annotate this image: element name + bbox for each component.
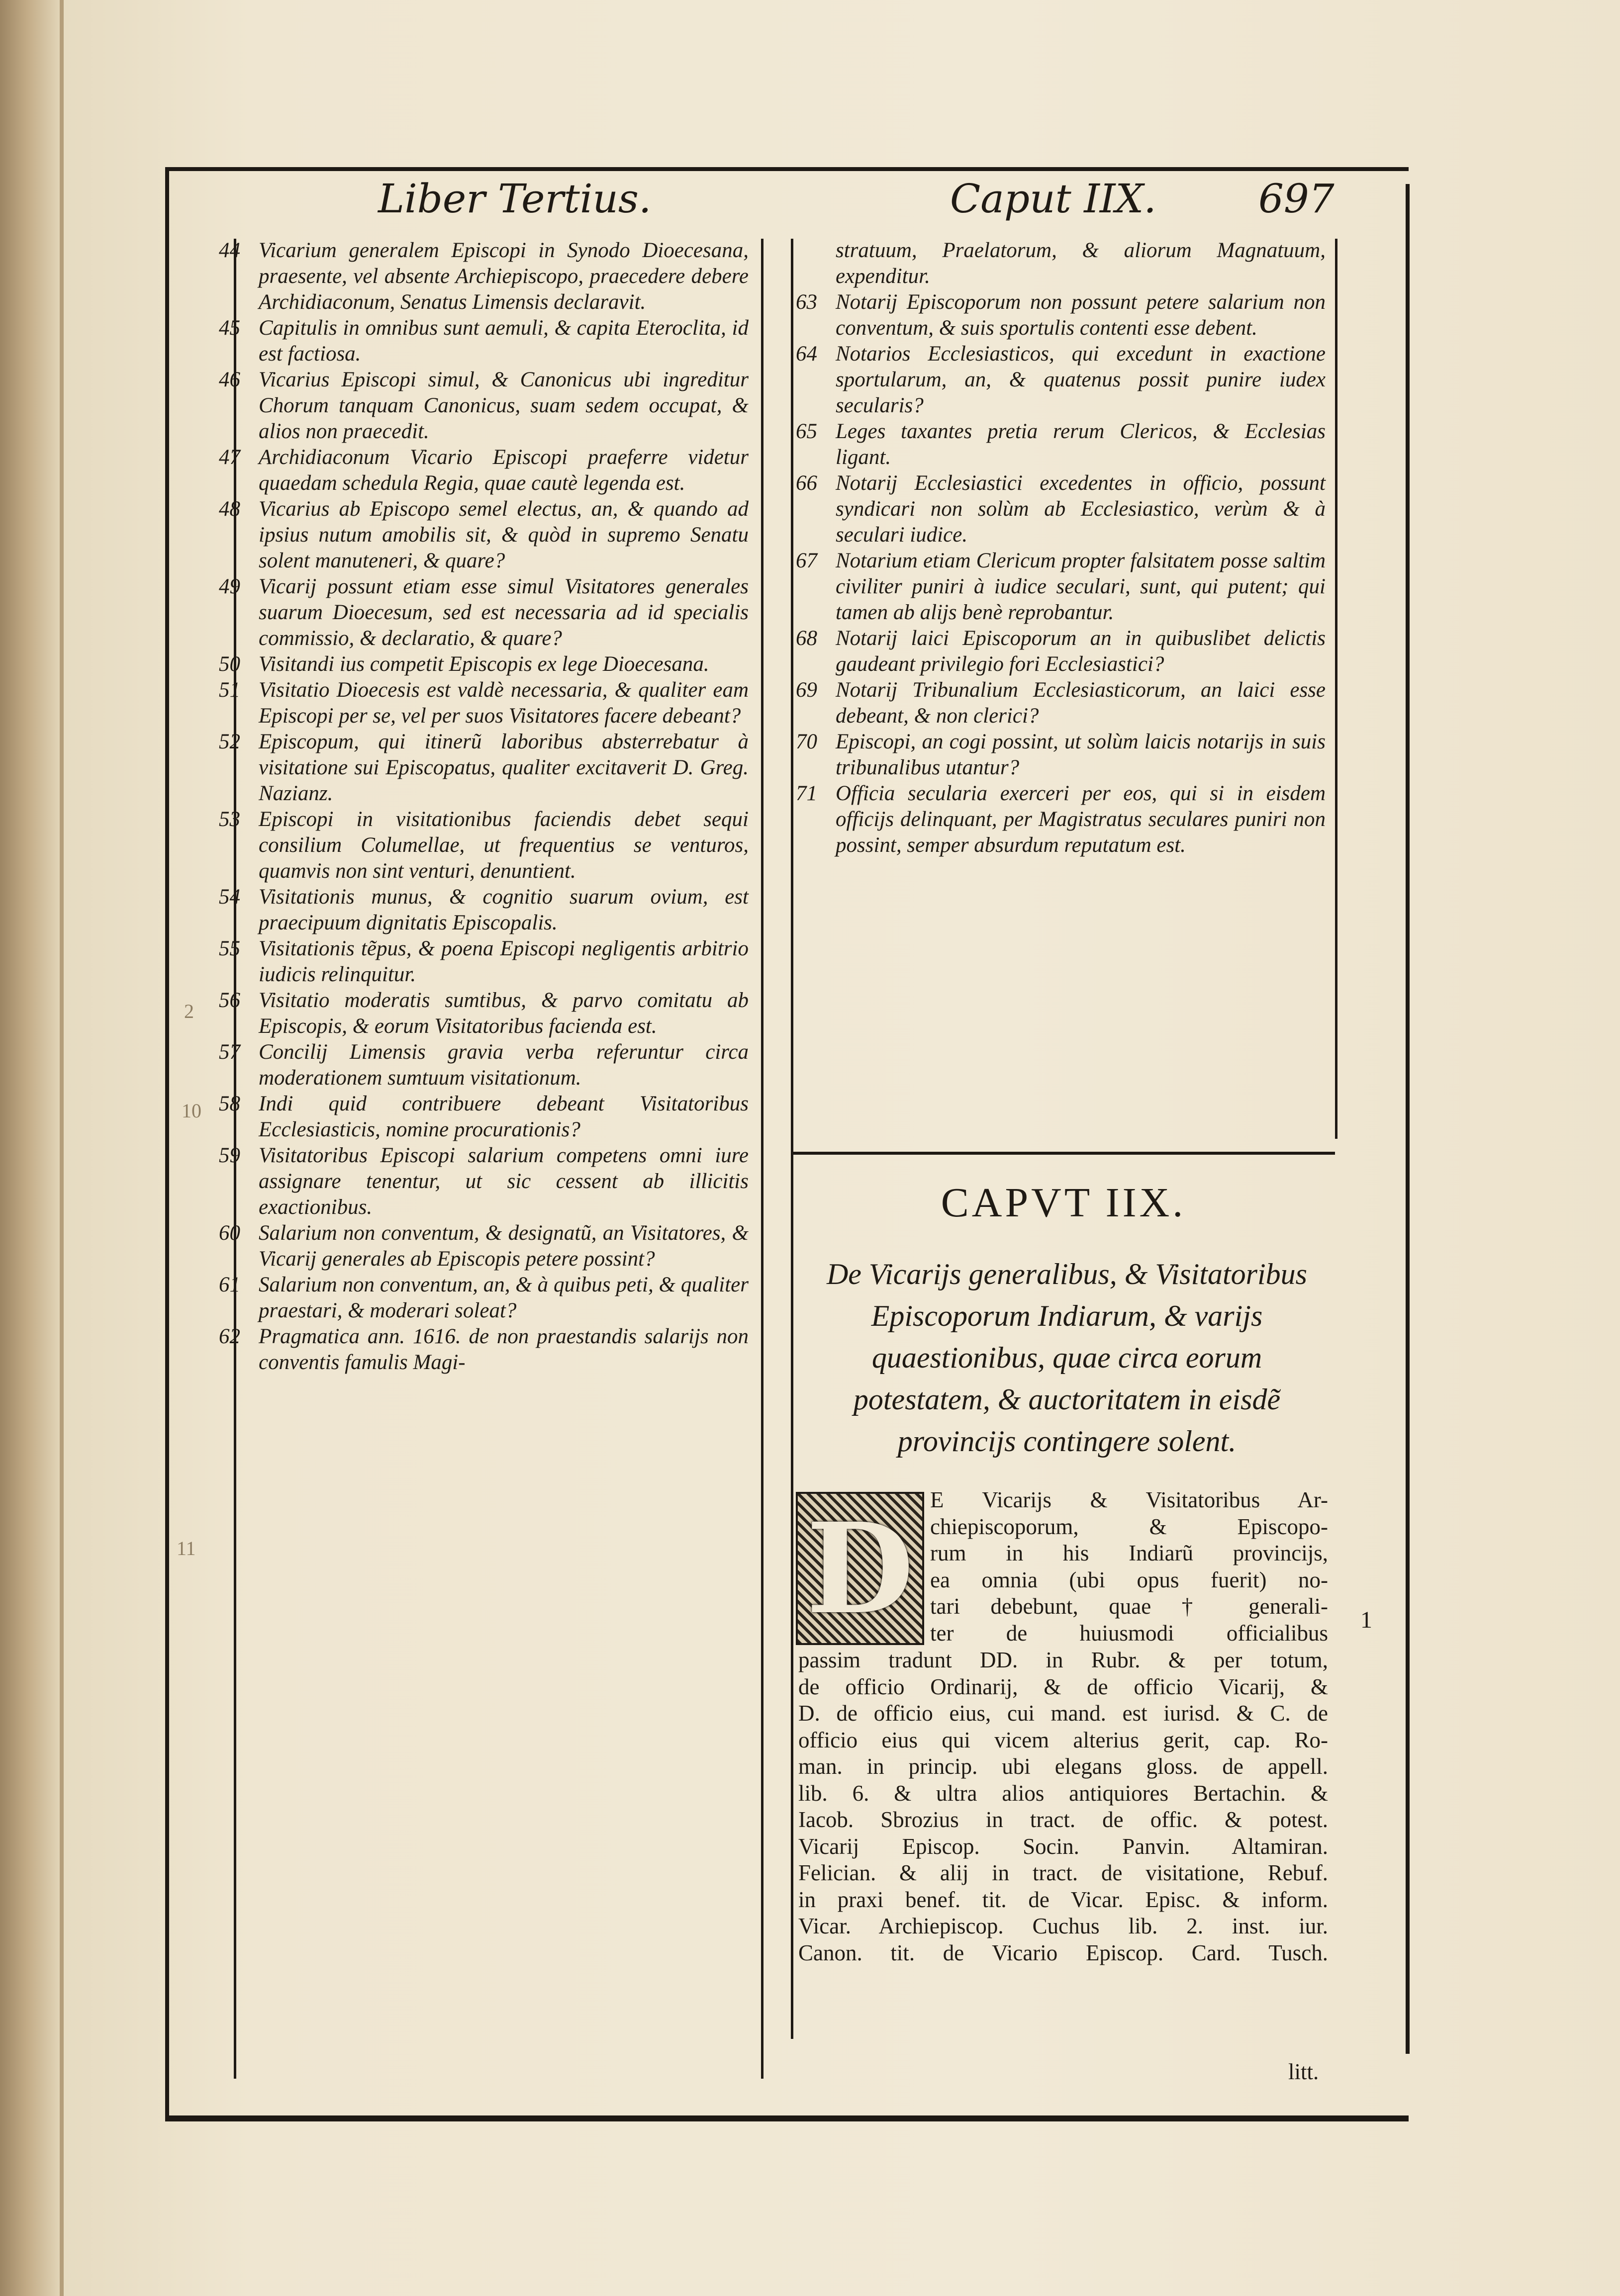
summary-entry-number: 65 [796,420,817,443]
summary-entry [219,574,749,651]
right-column-outer-rule [1335,239,1337,1139]
summary-entry-number: 70 [796,730,817,753]
summary-entry [219,729,749,807]
running-head-chapter: Caput IIX. [950,176,1156,222]
chapter-subtitle: De Vicarijs generalibus, & Visitatoribus Episcoporum Indiarum, & varijs quaestionibus, quae circa eorum potestatem, & auctoritatem in eisdẽ provincijs contingere solent. [826,1258,1308,1458]
summary-entry-number: 67 [796,549,817,572]
summary-entry-text: Capitulis in omnibus sunt aemuli, & capita Eteroclita, id est factiosa. [259,316,749,366]
body-line: de officio Ordinarij, & de officio Vicarij, & [798,1674,1328,1699]
left-summary-column [219,238,749,1376]
summary-entry-number: 53 [219,808,240,831]
summary-entry [796,341,1326,419]
body-line: ter de huiusmodi officialibus [930,1620,1328,1646]
decorated-initial [796,1492,924,1645]
summary-entry-number: 59 [219,1144,240,1167]
summary-entry-number: 69 [796,678,817,702]
summary-entry-text: Indi quid contribuere debeant Visitatoribus Ecclesiasticis, nomine procurationis? [259,1092,749,1141]
summary-entry-number: 71 [796,782,817,805]
summary-entry-number: 51 [219,678,240,702]
page-number: 697 [1258,176,1334,222]
decorated-initial-letter: D [806,1495,914,1642]
body-line: in praxi benef. tit. de Vicar. Episc. & inform. [798,1887,1328,1912]
body-line: Vicar. Archiepiscop. Cuchus lib. 2. inst. iur. [798,1914,1328,1938]
summary-entry-text: Concilij Limensis gravia verba referuntur circa moderationem sumtuum visitationum. [259,1040,749,1090]
chapter-separator-rule [792,1152,1335,1155]
left-column-outer-rule [761,239,763,2079]
book-binding-edge [60,0,64,2296]
summary-entry-text: Episcopi in visitationibus faciendis debet sequi consilium Columellae, ut frequentius se venturos, quamvis non sint venturi, denuntient. [259,808,749,883]
summary-entry-text: Notarij Episcoporum non possunt petere salarium non conventum, & suis sportulis contenti esse debent. [836,290,1326,340]
summary-entry-text: Visitationis munus, & cognitio suarum ovium, est praecipuum dignitatis Episcopalis. [259,885,749,934]
summary-entry [219,367,749,445]
summary-entry [796,781,1326,858]
summary-entry-text: Notarij Tribunalium Ecclesiasticorum, an laici esse debeant, & non clerici? [836,678,1326,728]
summary-entry-number: 46 [219,368,240,391]
summary-entry-text: Notarios Ecclesiasticos, qui excedunt in exactione sportularum, an, & quatenus possit punire iudex secularis? [836,342,1326,417]
summary-entry-number: 57 [219,1040,240,1064]
summary-entry-number: 50 [219,652,240,676]
summary-entry [219,445,749,496]
summary-entry [796,548,1326,626]
body-line: E Vicarijs & Visitatoribus Ar- [930,1487,1328,1512]
summary-entry [796,419,1326,470]
summary-entry-number: 61 [219,1273,240,1296]
frame-right-rule [1406,184,1410,2054]
summary-entry-number: 66 [796,471,817,495]
summary-entry [219,884,749,936]
summary-entry-text: Vicarij possunt etiam esse simul Visitatores generales suarum Dioecesum, sed est necessaria ad id specialis commissio, & declaratio, & quare? [259,575,749,650]
body-line: lib. 6. & ultra alios antiquiores Bertachin. & [798,1780,1328,1806]
summary-entry [796,238,1326,289]
body-line: Felician. & alij in tract. de visitatione, Rebuf. [798,1860,1328,1885]
summary-entry-number: 68 [796,627,817,650]
summary-entry [796,729,1326,781]
faint-margin-number: 10 [182,1100,201,1122]
summary-entry-number: 56 [219,989,240,1012]
summary-entry-number: 52 [219,730,240,753]
summary-entry-text: Visitatio moderatis sumtibus, & parvo comitatu ab Episcopis, & eorum Visitatoribus facienda est. [259,989,749,1038]
body-line: passim tradunt DD. in Rubr. & per totum, [798,1648,1328,1672]
summary-entry-number: 48 [219,497,240,521]
summary-entry-text: Visitandi ius competit Episcopis ex lege Dioecesana. [259,652,709,676]
body-line: man. in princip. ubi elegans gloss. de appell. [798,1754,1328,1779]
summary-entry-text: Pragmatica ann. 1616. de non praestandis salarijs non conventis famulis Magi- [259,1325,749,1374]
summary-entry-text: Leges taxantes pretia rerum Clericos, & Ecclesias ligant. [836,420,1326,469]
summary-entry-number: 55 [219,937,240,960]
chapter-body-continued [798,1647,1328,1966]
summary-entry-number: 47 [219,446,240,469]
summary-entry [796,677,1326,729]
catchword: litt. [1288,2059,1319,2084]
right-column-inner-rule [791,239,793,2039]
summary-entry [219,238,749,315]
running-head [214,169,1368,229]
summary-entry [219,651,749,677]
summary-entry [219,1039,749,1091]
summary-entry-text: Notarij laici Episcoporum an in quibuslibet delictis gaudeant privilegio fori Ecclesiastici? [836,627,1326,676]
summary-entry-number: 58 [219,1092,240,1115]
body-line: chiepiscoporum, & Episcopo- [930,1514,1328,1539]
summary-entry-text: Notarij Ecclesiastici excedentes in officio, possunt syndicari non solùm ab Ecclesiastico, verùm & à seculari iudice. [836,471,1326,547]
right-summary-column [796,238,1326,858]
summary-entry-text: Visitatoribus Episcopi salarium competens omni iure assignare tenentur, ut sic cessent ab illicitis exactionibus. [259,1144,749,1219]
summary-entry-text: stratuum, Praelatorum, & aliorum Magnatuum, expenditur. [836,239,1326,288]
body-line: tari debebunt, quae † generali- [930,1594,1328,1619]
body-line: Iacob. Sbrozius in tract. de offic. & potest. [798,1807,1328,1832]
summary-entry [796,626,1326,677]
chapter-body-opening [930,1487,1328,1647]
summary-entry-number: 62 [219,1325,240,1348]
body-line: ea omnia (ubi opus fuerit) no- [930,1567,1328,1592]
faint-margin-number: 11 [177,1537,196,1560]
summary-entry-text: Notarium etiam Clericum propter falsitatem posse saltim civiliter puniri à iudice seculari, sunt, qui putent; qui tamen ab alijs benè reprobantur. [836,549,1326,624]
summary-entry [219,1272,749,1324]
summary-entry-text: Episcopum, qui itinerũ laboribus absterrebatur à visitatione sui Episcopatus, qualiter excitaverit D. Greg. Nazianz. [259,730,749,805]
running-head-book: Liber Tertius. [378,176,652,222]
summary-entry-number: 45 [219,316,240,340]
summary-entry-number: 44 [219,239,240,262]
summary-entry [219,807,749,884]
summary-entry-text: Episcopi, an cogi possint, ut solùm laicis notarijs in suis tribunalibus utantur? [836,730,1326,779]
summary-entry [796,289,1326,341]
summary-entry [219,936,749,988]
summary-entry-text: Vicarium generalem Episcopi in Synodo Dioecesana, praesente, vel absente Archiepiscopo, praecedere debere Archidiaconum, Senatus Limensis declaravit. [259,239,749,314]
marginal-reference-number: 1 [1360,1607,1372,1633]
summary-entry [219,1143,749,1220]
summary-entry-number: 54 [219,885,240,909]
summary-entry-text: Vicarius Episcopi simul, & Canonicus ubi ingreditur Chorum tanquam Canonicus, suam sedem occupat, & alios non praecedit. [259,368,749,443]
summary-entry-text: Salarium non conventum, an, & à quibus peti, & qualiter praestari, & moderari soleat? [259,1273,749,1322]
summary-entry [219,1220,749,1272]
summary-entry-number: 60 [219,1221,240,1245]
summary-entry-text: Visitationis tẽpus, & poena Episcopi negligentis arbitrio iudicis relinquitur. [259,937,749,986]
summary-entry [219,677,749,729]
summary-entry [219,1091,749,1143]
summary-entry [219,496,749,574]
summary-entry-number: 49 [219,575,240,598]
summary-entry [219,315,749,367]
summary-entry-text: Officia secularia exerceri per eos, qui si in eisdem officijs delinquant, per Magistratus seculares puniri non possint, semper absurdum reputatum est. [836,782,1326,857]
summary-entry-text: Archidiaconum Vicario Episcopi praeferre videtur quaedam schedula Regia, quae cautè legenda est. [259,446,749,495]
body-line: D. de officio eius, cui mand. est iurisd. & C. de [798,1701,1328,1726]
summary-entry-number: 63 [796,290,817,314]
book-binding-shadow [0,0,60,2296]
summary-entry-text: Salarium non conventum, & designatũ, an Visitatores, & Vicarij generales ab Episcopis petere possint? [259,1221,749,1271]
summary-entry-text: Visitatio Dioecesis est valdè necessaria, & qualiter eam Episcopi per se, vel per suos Visitatores facere debeant? [259,678,749,728]
summary-entry [219,988,749,1039]
summary-entry-text: Vicarius ab Episcopo semel electus, an, & quando ad ipsius nutum amobilis sit, & quòd in supremo Senatu solent manuteneri, & quare? [259,497,749,572]
summary-entry [219,1324,749,1376]
body-line: Canon. tit. de Vicario Episcop. Card. Tusch. [798,1940,1328,1965]
body-line: Vicarij Episcop. Socin. Panvin. Altamiran. [798,1834,1328,1859]
summary-entry-number: 64 [796,342,817,366]
faint-margin-number: 2 [184,1000,194,1022]
body-line: rum in his Indiarũ provincijs, [930,1541,1328,1565]
body-line: officio eius qui vicem alterius gerit, cap. Ro- [798,1727,1328,1752]
summary-entry [796,470,1326,548]
frame-left-rule [165,167,169,2116]
chapter-title: CAPVT IIX. [941,1180,1186,1226]
